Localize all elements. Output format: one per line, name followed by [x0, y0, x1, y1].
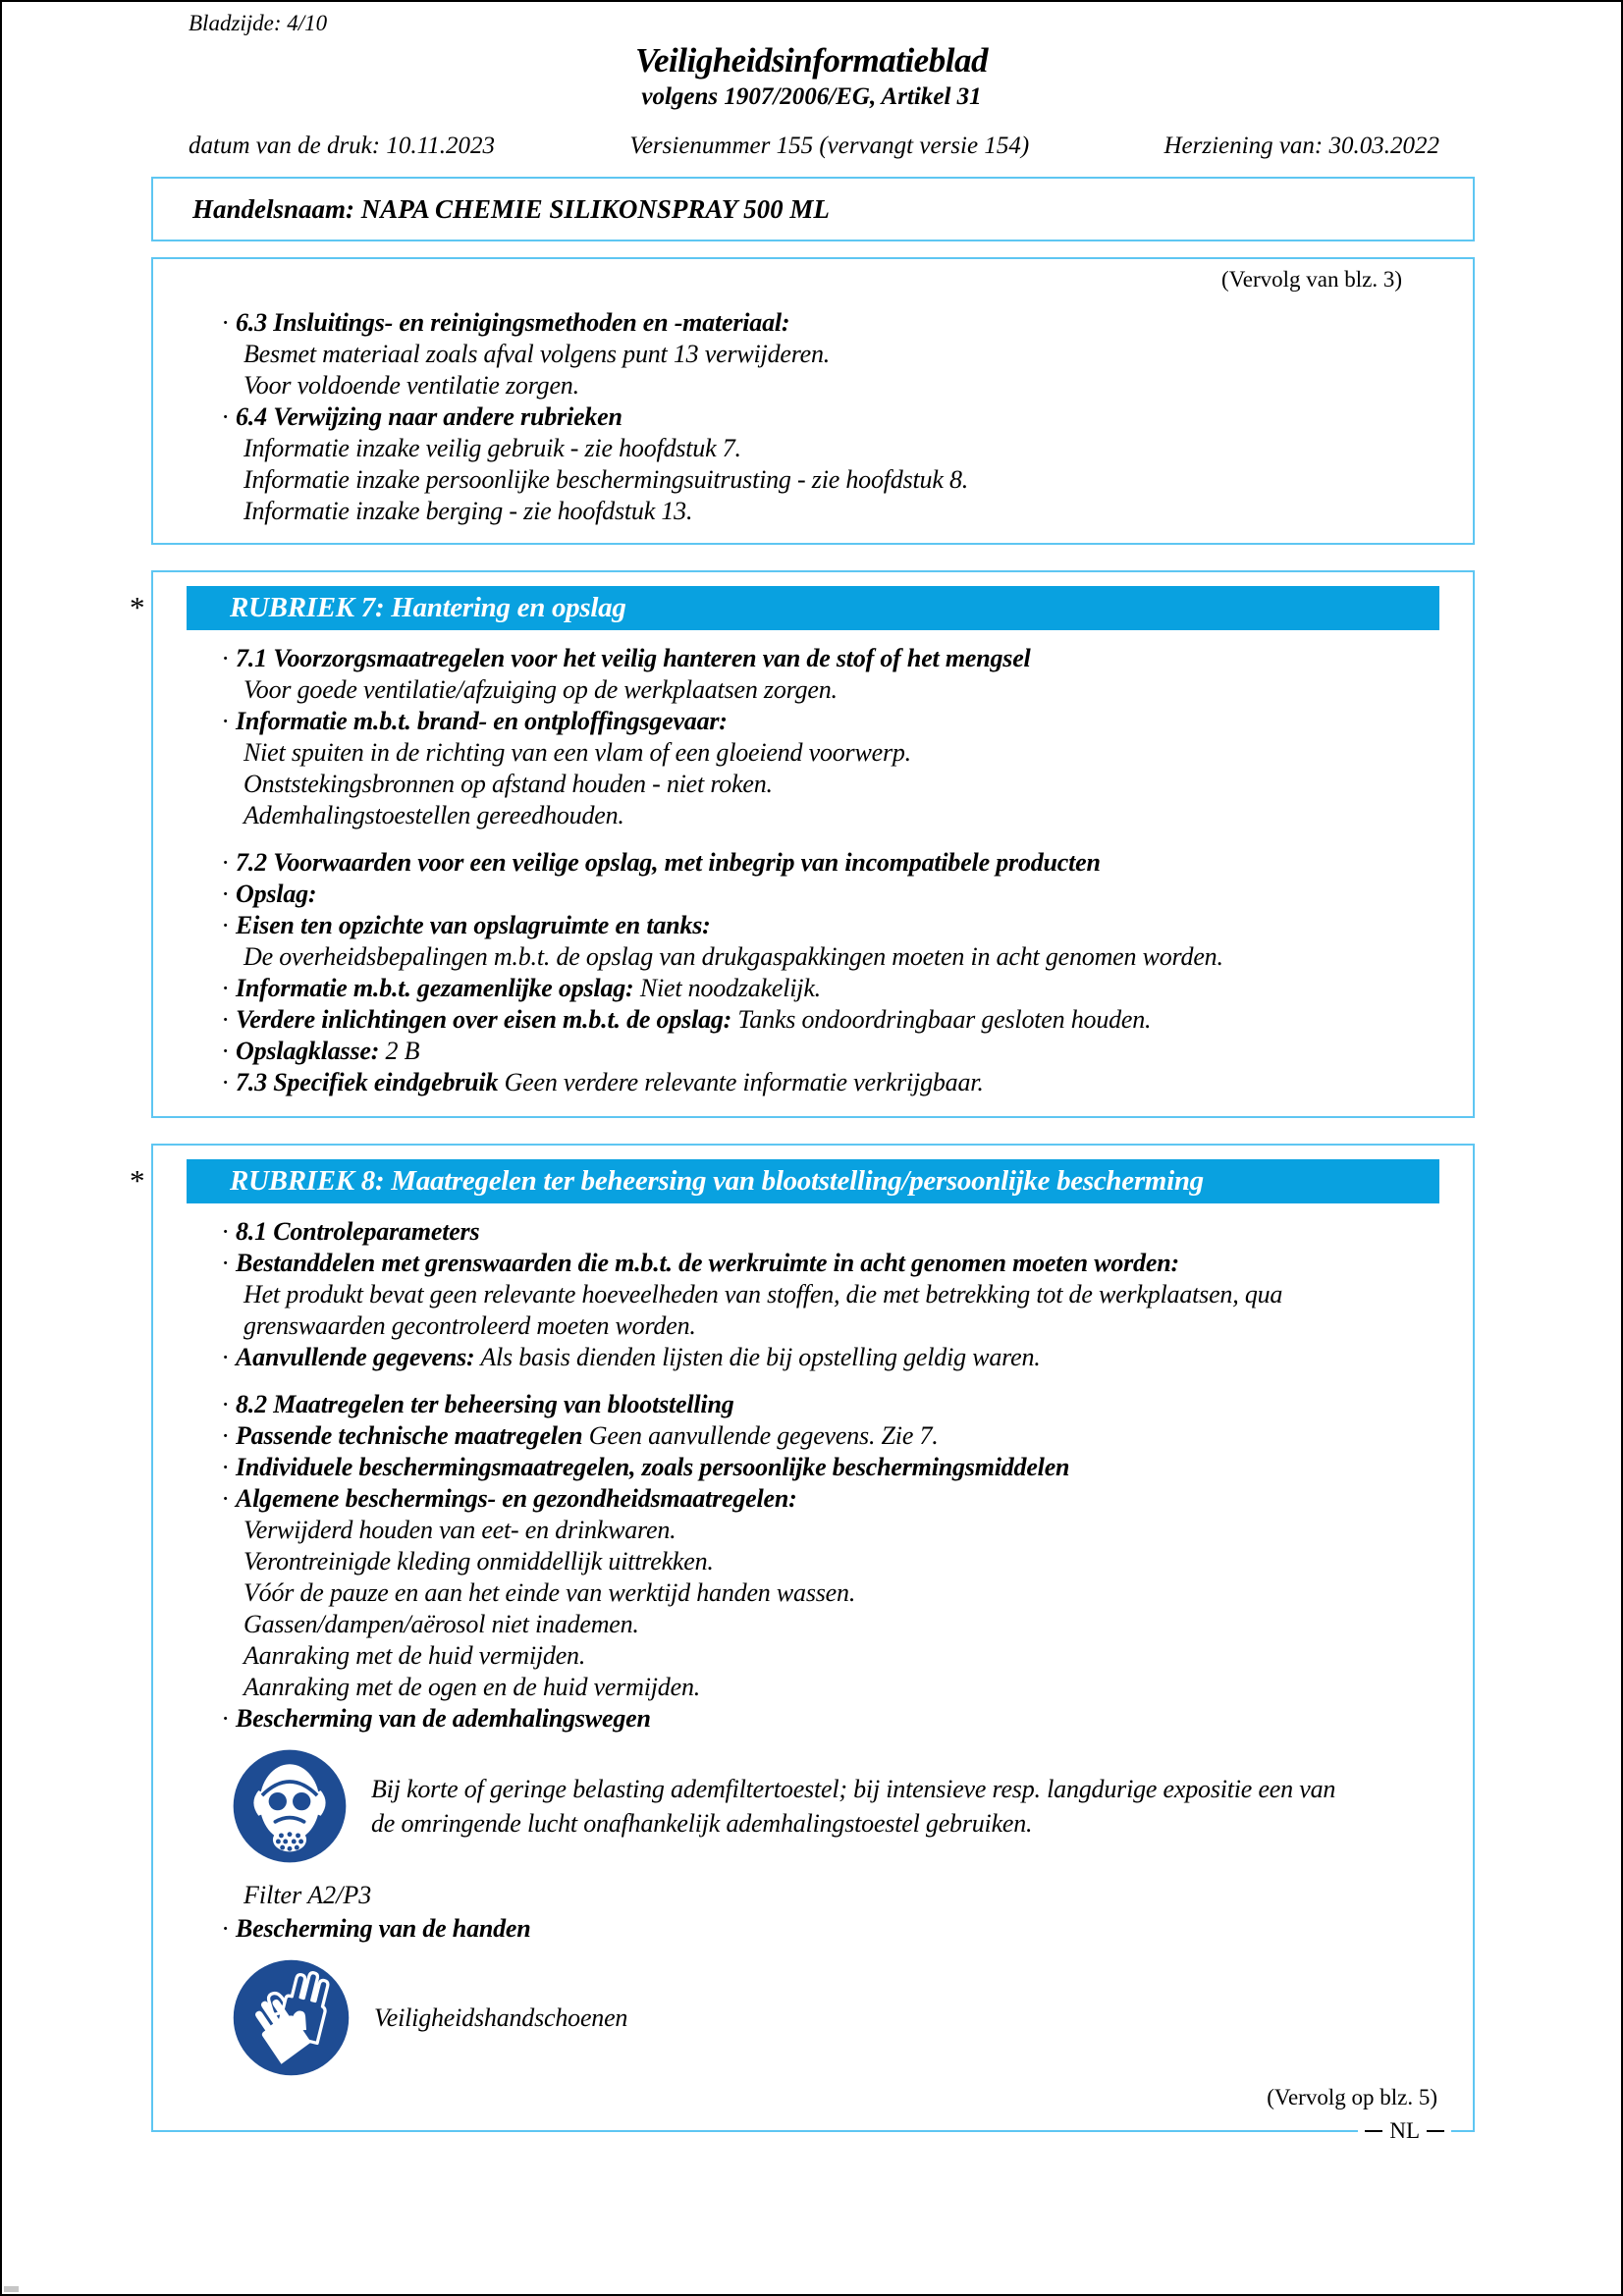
bullet-marker: ·: [222, 1914, 229, 1943]
text-line: · 6.4 Verwijzing naar andere rubrieken: [222, 402, 622, 431]
dash-left: [1365, 2130, 1382, 2132]
page-number-label: Bladzijde: 4/10: [189, 11, 328, 35]
text-line: · 7.1 Voorzorgsmaatregelen voor het veilig hanteren van de stof of het mengsel: [222, 644, 1031, 672]
version-number: Versienummer 155 (vervangt versie 154): [629, 133, 1030, 159]
text-line: · Aanvullende gegevens: Als basis dienden lijsten die bij opstelling geldig waren.: [222, 1343, 1041, 1371]
text-line: · 7.3 Specifiek eindgebruik Geen verdere relevante informatie verkrijgbaar.: [222, 1068, 984, 1096]
hand-protection-row: [230, 1956, 1434, 2079]
bullet-marker: ·: [222, 974, 229, 1002]
document-meta-row: [189, 132, 1439, 161]
text-line: Niet spuiten in de richting van een vlam of een gloeiend voorwerp.: [243, 738, 911, 767]
change-marker-asterisk: *: [130, 1163, 145, 1198]
respiratory-protection-row: [230, 1746, 1434, 1866]
text-line: Ademhalingstoestellen gereedhouden.: [243, 801, 624, 829]
bullet-marker: ·: [222, 911, 229, 939]
text-line: · 7.2 Voorwaarden voor een veilige opslag, met inbegrip van incompatibele producten: [222, 848, 1101, 877]
text-line: Aanraking met de huid vermijden.: [243, 1641, 586, 1670]
text-line: · Informatie m.b.t. gezamenlijke opslag: Niet noodzakelijk.: [222, 974, 821, 1002]
text-line: Verwijderd houden van eet- en drinkwaren.: [243, 1516, 676, 1544]
dash-right: [1427, 2130, 1444, 2132]
text-line: Het produkt bevat geen relevante hoeveelheden van stoffen, die met betrekking tot de werkplaatsen, qua: [243, 1280, 1283, 1308]
bullet-marker: ·: [222, 308, 229, 337]
respirator-mandatory-icon: [230, 1746, 350, 1866]
text-line: · Opslag:: [222, 880, 317, 908]
text-line: Informatie inzake berging - zie hoofdstuk 13.: [243, 497, 693, 525]
text-line: Aanraking met de ogen en de huid vermijden.: [243, 1673, 701, 1701]
language-code-tag: [1358, 2118, 1451, 2144]
gloves-mandatory-icon: [230, 1956, 352, 2079]
text-line: Informatie inzake persoonlijke beschermingsuitrusting - zie hoofdstuk 8.: [243, 465, 969, 494]
text-line: · Algemene beschermings- en gezondheidsmaatregelen:: [222, 1484, 797, 1513]
section-8-box: [130, 1144, 1475, 2143]
text-line: · Bescherming van de ademhalingswegen: [222, 1704, 651, 1733]
bullet-marker: ·: [222, 1005, 229, 1034]
filter-spec: Filter A2/P3: [243, 1881, 372, 1909]
bullet-marker: ·: [222, 1037, 229, 1065]
section-6-continuation-box: [151, 257, 1475, 545]
text-line: · Verdere inlichtingen over eisen m.b.t. de opslag: Tanks ondoordringbaar gesloten houden.: [222, 1005, 1152, 1034]
section-8-lines: [153, 1216, 1473, 1735]
text-line: Vóór de pauze en aan het einde van werktijd handen wassen.: [243, 1578, 856, 1607]
section-6-lines: [153, 307, 1437, 527]
document-title: Veiligheidsinformatieblad: [635, 41, 988, 80]
text-line: · 8.2 Maatregelen ter beheersing van blootstelling: [222, 1390, 734, 1418]
bullet-marker: ·: [222, 1421, 229, 1450]
bullet-marker: ·: [222, 1484, 229, 1513]
trade-name-box: [151, 177, 1475, 241]
respiratory-protection-text: [371, 1772, 1335, 1841]
text-line: Verontreinigde kleding onmiddellijk uittrekken.: [243, 1547, 714, 1575]
bullet-marker: ·: [222, 1453, 229, 1481]
respiratory-text-line-2: de omringende lucht onafhankelijk ademhalingstoestel gebruiken.: [371, 1809, 1033, 1838]
text-line: Voor goede ventilatie/afzuiging op de werkplaatsen zorgen.: [243, 675, 838, 704]
corner-print-mark: [4, 2286, 19, 2292]
revision-date: Herziening van: 30.03.2022: [1163, 133, 1439, 159]
bullet-marker: ·: [222, 848, 229, 877]
bullet-marker: ·: [222, 1390, 229, 1418]
text-line: · Informatie m.b.t. brand- en ontploffingsgevaar:: [222, 707, 728, 735]
text-line: · Bescherming van de handen: [222, 1914, 531, 1943]
bullet-marker: ·: [222, 644, 229, 672]
text-line: Informatie inzake veilig gebruik - zie hoofdstuk 7.: [243, 434, 741, 462]
text-line: Gassen/dampen/aërosol niet inademen.: [243, 1610, 639, 1638]
bullet-marker: ·: [222, 1249, 229, 1277]
section-7-lines: [153, 643, 1473, 1098]
continuation-note-bottom: (Vervolg op blz. 5): [1267, 2085, 1437, 2109]
trade-name-line: Handelsnaam: NAPA CHEMIE SILIKONSPRAY 500 ML: [192, 194, 830, 224]
bullet-marker: ·: [222, 1343, 229, 1371]
text-line: · Individuele beschermingsmaatregelen, zoals persoonlijke beschermingsmiddelen: [222, 1453, 1070, 1481]
section-7-header-bar: RUBRIEK 7: Hantering en opslag: [187, 586, 1439, 630]
text-line: · Opslagklasse: 2 B: [222, 1037, 420, 1065]
text-line: grenswaarden gecontroleerd moeten worden.: [243, 1311, 696, 1340]
bullet-marker: ·: [222, 707, 229, 735]
continuation-note-top: (Vervolg van blz. 3): [1221, 267, 1402, 292]
text-line: De overheidsbepalingen m.b.t. de opslag van drukgaspakkingen moeten in acht genomen worden.: [243, 942, 1223, 971]
text-line: Besmet materiaal zoals afval volgens punt 13 verwijderen.: [243, 340, 831, 368]
bullet-marker: ·: [222, 880, 229, 908]
text-line: Voor voldoende ventilatie zorgen.: [243, 371, 579, 400]
document-subtitle: volgens 1907/2006/EG, Artikel 31: [641, 83, 982, 110]
text-line: · Bestanddelen met grenswaarden die m.b.t. de werkruimte in acht genomen moeten worden:: [222, 1249, 1179, 1277]
section-7-box: [130, 570, 1475, 1118]
bullet-marker: ·: [222, 1704, 229, 1733]
print-date: datum van de druk: 10.11.2023: [189, 133, 495, 159]
bullet-marker: ·: [222, 1217, 229, 1246]
text-line: · Eisen ten opzichte van opslagruimte en tanks:: [222, 911, 711, 939]
hand-protection-heading: [153, 1913, 1473, 1945]
gloves-label: Veiligheidshandschoenen: [374, 2003, 628, 2032]
text-line: · Passende technische maatregelen Geen aanvullende gegevens. Zie 7.: [222, 1421, 939, 1450]
language-code: NL: [1389, 2118, 1420, 2143]
bullet-marker: ·: [222, 402, 229, 431]
respiratory-text-line-1: Bij korte of geringe belasting ademfiltertoestel; bij intensieve resp. langdurige expositie een van: [371, 1775, 1336, 1803]
section-8-header-bar: RUBRIEK 8: Maatregelen ter beheersing van blootstelling/persoonlijke bescherming: [187, 1159, 1439, 1203]
text-line: · 6.3 Insluitings- en reinigingsmethoden en -materiaal:: [222, 308, 790, 337]
text-line: · 8.1 Controleparameters: [222, 1217, 480, 1246]
change-marker-asterisk: *: [130, 590, 145, 624]
text-line: Onststekingsbronnen op afstand houden - niet roken.: [243, 770, 773, 798]
bullet-marker: ·: [222, 1068, 229, 1096]
